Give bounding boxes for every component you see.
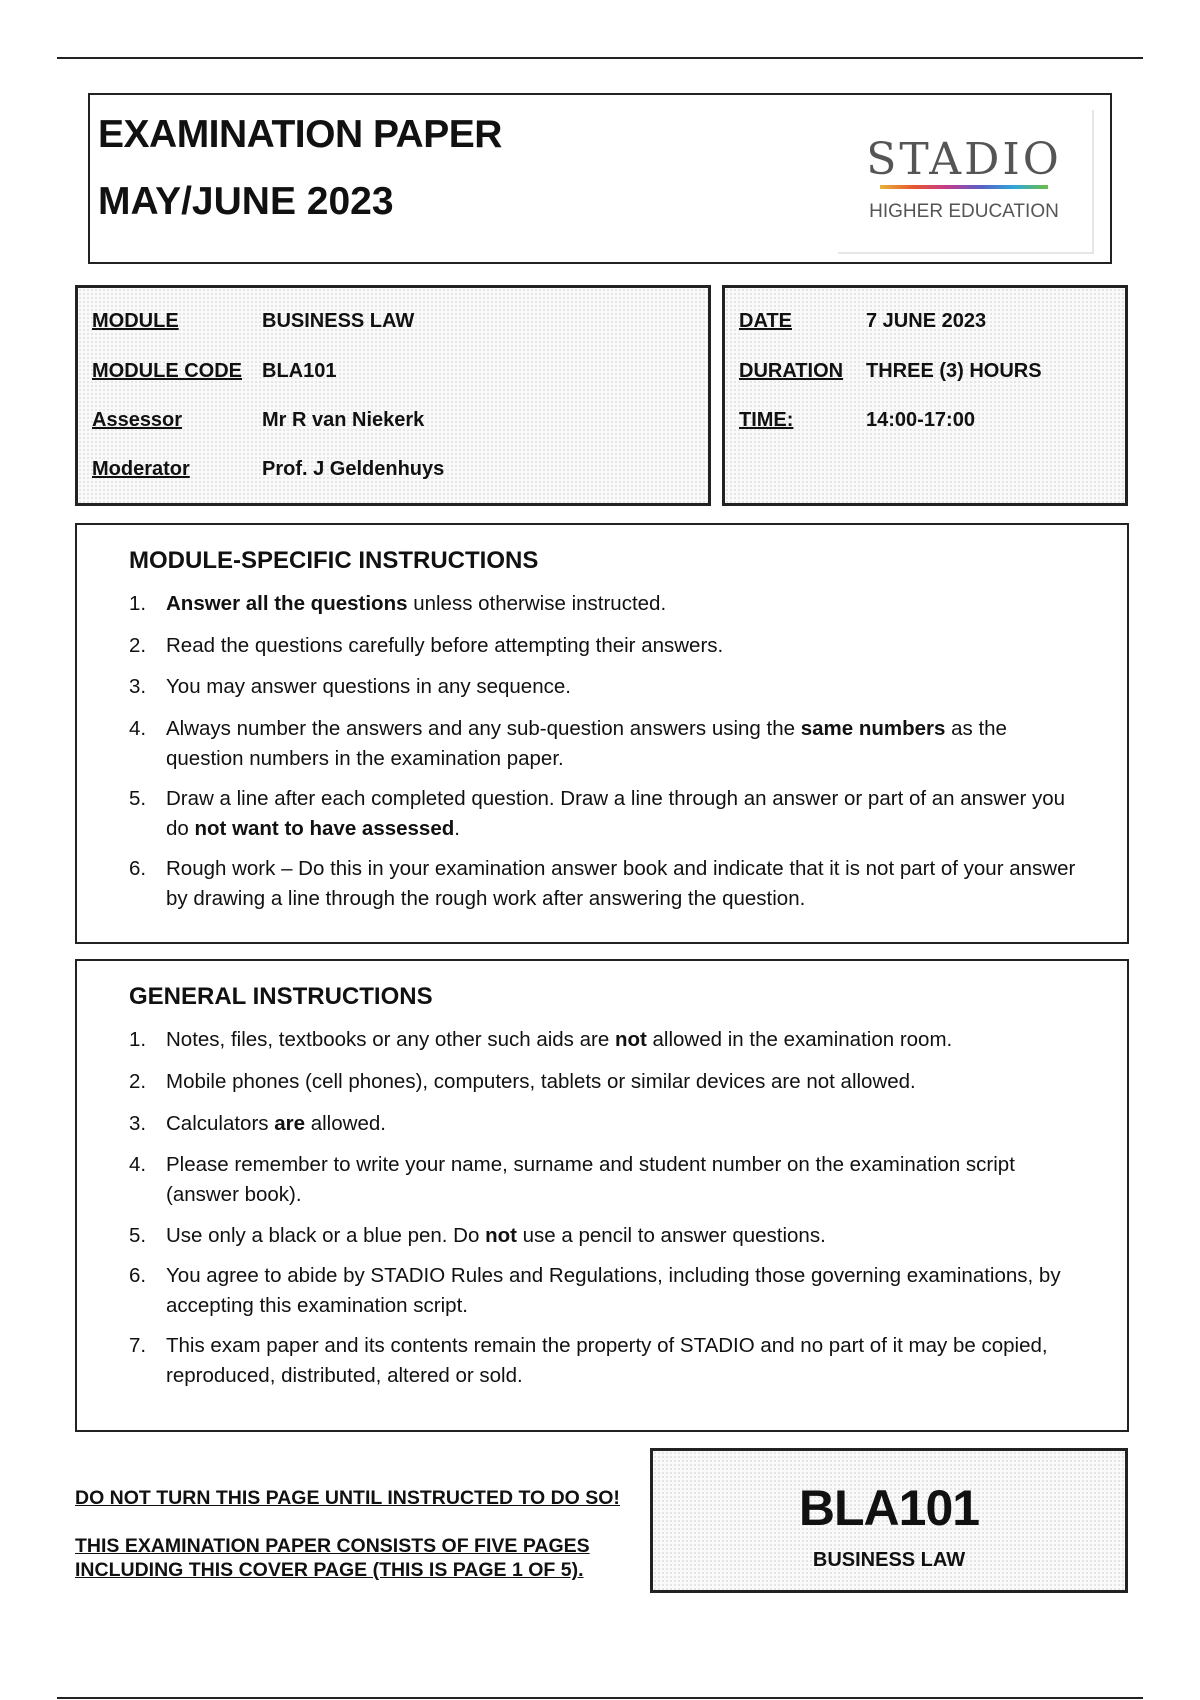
stadio-logo	[836, 108, 1092, 252]
logo-wordmark: STADIO	[866, 134, 1062, 185]
page-title: EXAMINATION PAPER	[98, 113, 502, 156]
page-count-line-2: INCLUDING THIS COVER PAGE (THIS IS PAGE 1 OF 5).	[75, 1559, 584, 1581]
module-code-large: BLA101	[798, 1480, 980, 1536]
list-item: 4. Please remember to write your name, surname and student number on the examination script (answer book).	[129, 1153, 1015, 1206]
detail-value-date: 7 JUNE 2023	[866, 310, 987, 332]
module-name-footer: BUSINESS LAW	[812, 1549, 966, 1571]
list-item: 5. Draw a line after each completed question. Draw a line through an answer or part of an answer you do not want to have assessed.	[129, 787, 1066, 840]
list-item: 3. Calculators are allowed.	[129, 1112, 386, 1135]
detail-label-moderator: Moderator	[92, 458, 190, 480]
detail-label-duration: DURATION	[739, 360, 844, 382]
list-item: 6. Rough work – Do this in your examination answer book and indicate that it is not part of your answer by drawing a line through the rough work after answering the question.	[129, 857, 1076, 910]
module-instructions-box	[75, 523, 1129, 944]
do-not-turn-warning: DO NOT TURN THIS PAGE UNTIL INSTRUCTED TO DO SO!	[75, 1487, 620, 1509]
list-item: 6. You agree to abide by STADIO Rules and Regulations, including those governing examinations, by accepting this examination script.	[129, 1264, 1061, 1317]
list-item: 7. This exam paper and its contents remain the property of STADIO and no part of it may be copied, reproduced, distributed, altered or sold.	[129, 1334, 1048, 1387]
module-code-panel	[650, 1448, 1128, 1593]
detail-value-module: BUSINESS LAW	[262, 310, 415, 332]
top-rule	[57, 57, 1143, 59]
module-details-panel	[75, 285, 711, 506]
logo-color-stripe	[880, 185, 1048, 189]
list-item: 3. You may answer questions in any sequence.	[129, 675, 571, 698]
detail-label-module-code: MODULE CODE	[92, 360, 242, 382]
page-count-line-1: THIS EXAMINATION PAPER CONSISTS OF FIVE PAGES	[75, 1535, 590, 1557]
list-item: 2. Read the questions carefully before attempting their answers.	[129, 634, 724, 657]
detail-label-time: TIME:	[739, 409, 794, 431]
general-instructions-box	[75, 959, 1129, 1432]
detail-label-date: DATE	[739, 310, 792, 332]
list-item: 2. Mobile phones (cell phones), computers, tablets or similar devices are not allowed.	[129, 1070, 916, 1093]
list-item: 5. Use only a black or a blue pen. Do not use a pencil to answer questions.	[129, 1224, 826, 1247]
list-item: 1. Notes, files, textbooks or any other such aids are not allowed in the examination room.	[129, 1028, 953, 1051]
exam-session: MAY/JUNE 2023	[98, 180, 394, 223]
logo-subtitle: HIGHER EDUCATION	[869, 201, 1059, 222]
detail-value-duration: THREE (3) HOURS	[866, 360, 1042, 382]
detail-label-module: MODULE	[92, 310, 179, 332]
detail-value-module-code: BLA101	[262, 360, 337, 382]
list-item: 4. Always number the answers and any sub-question answers using the same numbers as the question numbers in the examination paper.	[129, 717, 1007, 770]
detail-label-assessor: Assessor	[92, 409, 183, 431]
module-instructions-heading: MODULE-SPECIFIC INSTRUCTIONS	[129, 547, 539, 574]
detail-value-assessor: Mr R van Niekerk	[262, 409, 425, 431]
list-item: 1. Answer all the questions unless otherwise instructed.	[129, 592, 667, 615]
bottom-rule	[57, 1697, 1143, 1699]
general-instructions-heading: GENERAL INSTRUCTIONS	[129, 983, 433, 1010]
schedule-details-panel	[722, 285, 1128, 506]
detail-value-moderator: Prof. J Geldenhuys	[262, 458, 445, 480]
detail-value-time: 14:00-17:00	[866, 409, 975, 431]
